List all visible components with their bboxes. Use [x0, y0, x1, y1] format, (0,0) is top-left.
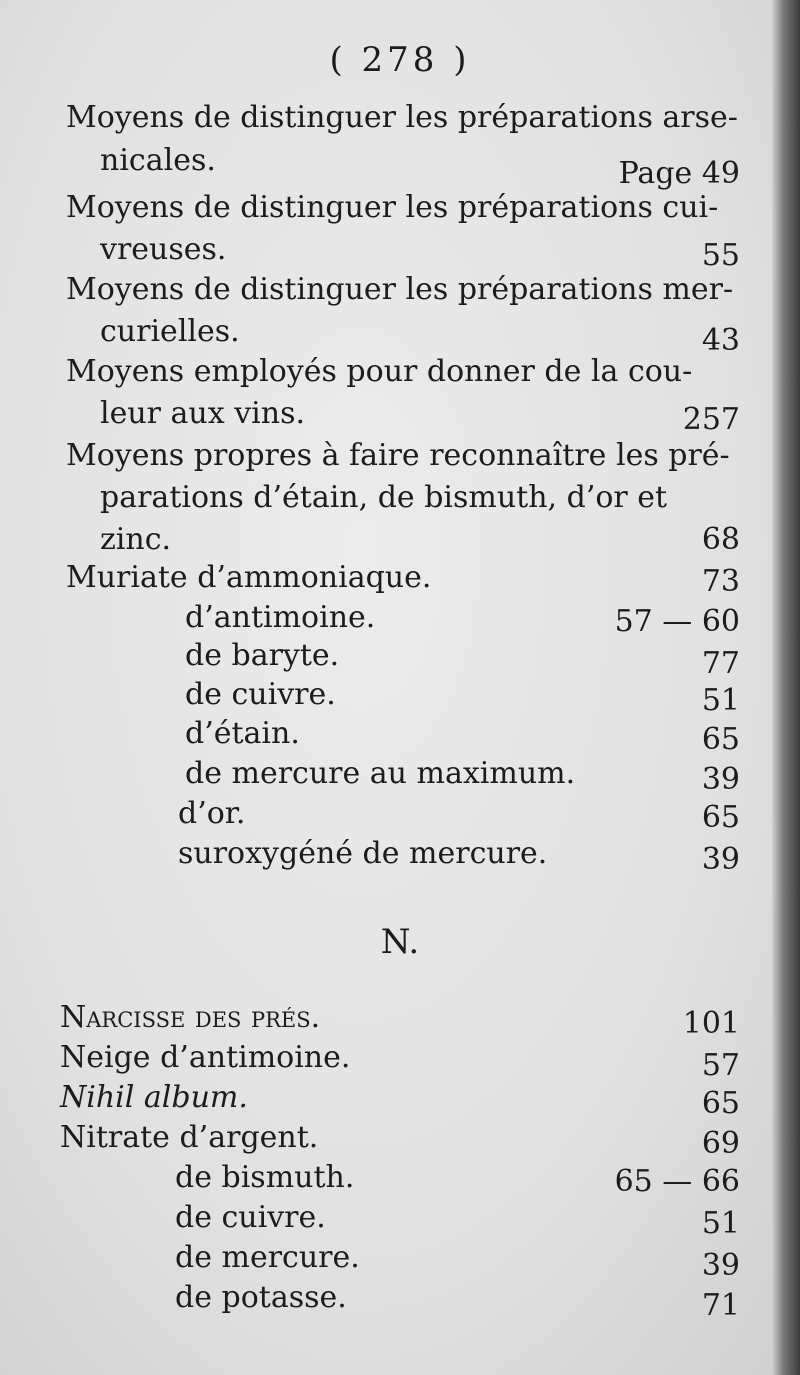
index-subentry: de mercure au maximum.: [185, 756, 576, 791]
index-entry-line: Neige d’antimoine.: [60, 1040, 351, 1075]
index-entry-page: 73: [701, 564, 740, 599]
index-subentry: de potasse.: [175, 1280, 347, 1315]
index-entry-line: Nihil album.: [60, 1080, 248, 1115]
page-number: ( 278 ): [329, 40, 471, 80]
index-entry-page: Page 49: [618, 156, 740, 191]
index-entry-line: Muriate d’ammoniaque.: [66, 560, 432, 595]
index-entry-page: 68: [701, 522, 740, 557]
index-entry-page: 71: [701, 1288, 740, 1323]
index-subentry: de bismuth.: [175, 1160, 355, 1195]
index-entry-page: 39: [701, 762, 740, 797]
index-subentry: d’étain.: [185, 716, 300, 751]
index-entry-line: leur aux vins.: [100, 396, 306, 431]
index-entry-page: 65: [701, 722, 740, 757]
index-subentry: d’antimoine.: [185, 600, 376, 635]
index-entry-page: 57 — 60: [614, 604, 740, 639]
index-subentry: de cuivre.: [185, 677, 336, 712]
index-entry-line: curielles.: [100, 314, 240, 349]
index-subentry: de mercure.: [175, 1240, 360, 1275]
index-entry-line: Nitrate d’argent.: [60, 1120, 319, 1155]
index-entry-line: Moyens employés pour donner de la cou-: [66, 354, 693, 389]
section-heading: N.: [380, 922, 420, 962]
index-entry-line: nicales.: [100, 143, 216, 178]
index-entry-page: 51: [701, 1206, 740, 1241]
index-subentry: d’or.: [178, 796, 246, 831]
index-entry-page: 57: [701, 1048, 740, 1083]
index-entry-page: 65: [701, 800, 740, 835]
index-entry-line: Moyens propres à faire reconnaître les pré-: [66, 438, 730, 473]
index-entry-line: Moyens de distinguer les préparations mer-: [66, 272, 734, 307]
index-entry-page: 39: [701, 842, 740, 877]
index-entry-page: 69: [701, 1126, 740, 1161]
index-entry-page: 43: [701, 323, 740, 358]
index-entry-page: 51: [701, 683, 740, 718]
index-entry-page: 39: [701, 1248, 740, 1283]
index-entry-page: 65 — 66: [614, 1164, 740, 1199]
index-entry-line: zinc.: [100, 522, 172, 557]
index-entry-line: Moyens de distinguer les préparations arse-: [66, 100, 738, 135]
index-entry-line: parations d’étain, de bismuth, d’or et: [100, 480, 668, 515]
page-edge-shadow: [772, 0, 800, 1375]
index-subentry: de baryte.: [185, 638, 340, 673]
index-entry-page: 257: [682, 402, 740, 437]
index-entry-line: Narcisse des prés.: [60, 1000, 321, 1035]
index-entry-page: 55: [701, 238, 740, 273]
index-entry-page: 77: [701, 646, 740, 681]
index-entry-line: Moyens de distinguer les préparations cui-: [66, 190, 719, 225]
index-entry-line: vreuses.: [100, 232, 227, 267]
index-subentry: de cuivre.: [175, 1200, 326, 1235]
index-entry-page: 65: [701, 1086, 740, 1121]
index-entry-page: 101: [682, 1006, 740, 1041]
index-subentry: suroxygéné de mercure.: [178, 836, 548, 871]
